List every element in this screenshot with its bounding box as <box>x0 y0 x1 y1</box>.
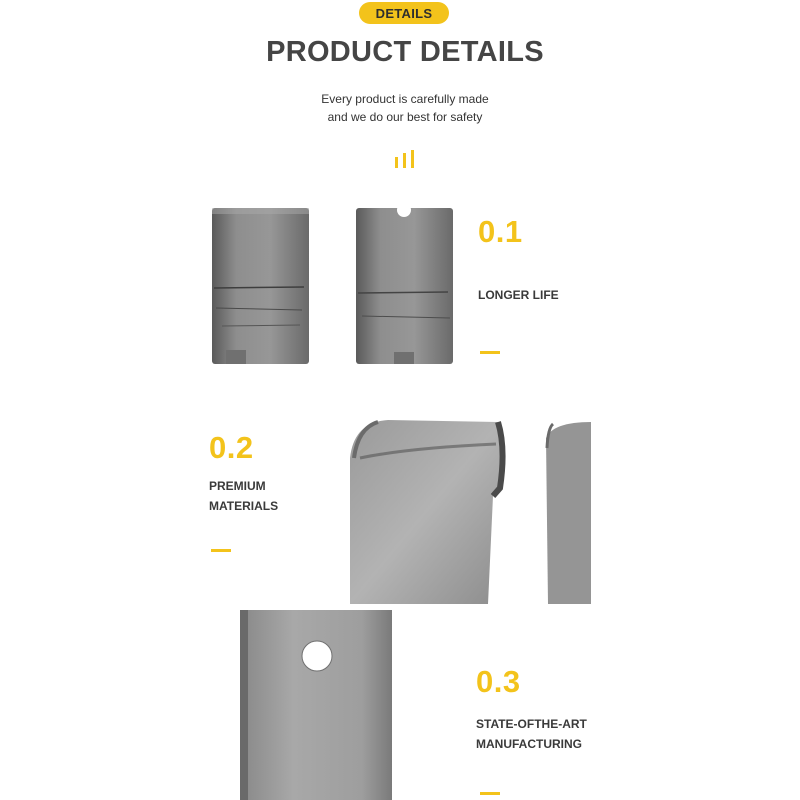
feature-label-1-line-1: LONGER LIFE <box>478 288 559 302</box>
feature-number-1: 0.1 <box>478 214 523 249</box>
feature-number-3: 0.3 <box>476 664 521 699</box>
bearing-photo-1 <box>212 208 457 368</box>
feature-dash-2 <box>211 549 231 552</box>
feature-label-2 <box>209 476 278 516</box>
feature-label-3-line-1: STATE-OFTHE-ART <box>476 717 587 731</box>
subtitle-line-2: and we do our best for safety <box>327 110 483 124</box>
feature-dash-3 <box>480 792 500 795</box>
bar-chart-icon <box>393 150 417 168</box>
feature-label-3 <box>476 714 587 754</box>
feature-label-3-line-2: MANUFACTURING <box>476 737 582 751</box>
subtitle-line-1: Every product is carefully made <box>321 92 489 106</box>
page-title: PRODUCT DETAILS <box>266 36 544 68</box>
feature-number-2: 0.2 <box>209 430 254 465</box>
page-subtitle <box>0 90 800 126</box>
feature-dash-1 <box>480 351 500 354</box>
details-badge: DETAILS <box>359 2 449 24</box>
feature-label-2-line-2: MATERIALS <box>209 499 279 513</box>
feature-label-1 <box>478 285 559 305</box>
feature-label-2-line-1: PREMIUM <box>209 479 266 493</box>
bearing-photo-3 <box>240 610 393 800</box>
bearing-photo-2 <box>348 418 591 604</box>
